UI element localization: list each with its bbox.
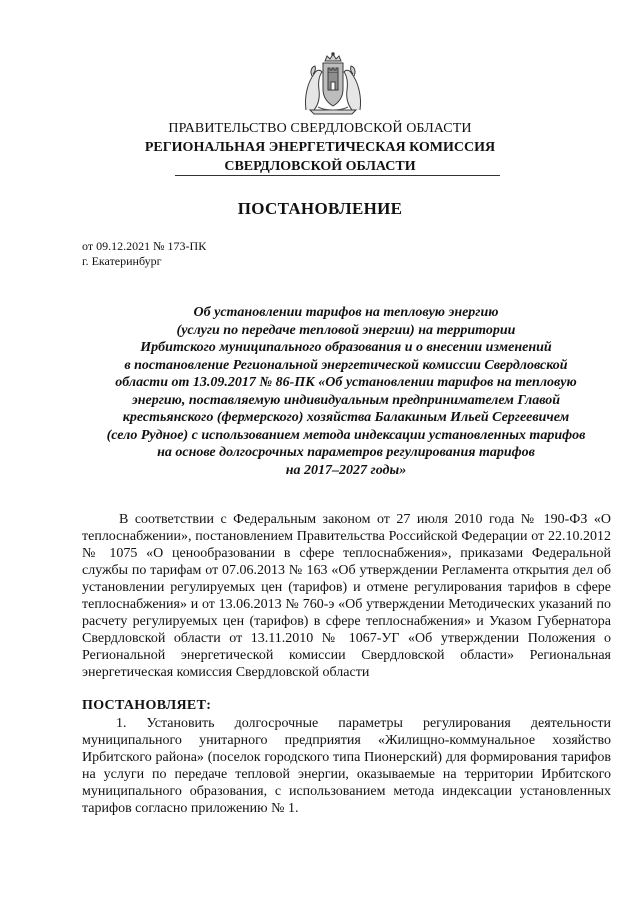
header-underline (175, 175, 500, 176)
document-title (82, 304, 610, 479)
title-line: крестьянского (фермерского) хозяйства Балакиным Ильей Сергеевичем (122, 410, 570, 425)
resolves-heading: ПОСТАНОВЛЯЕТ: (82, 698, 212, 713)
org-name-region: СВЕРДЛОВСКОЙ ОБЛАСТИ (224, 159, 416, 174)
document-date-number: от 09.12.2021 № 173-ПК (82, 239, 207, 253)
title-line: Ирбитского муниципального образования и о внесении изменений (140, 340, 552, 355)
org-name-commission: РЕГИОНАЛЬНАЯ ЭНЕРГЕТИЧЕСКАЯ КОМИССИЯ (144, 140, 496, 155)
title-line: области от 13.09.2017 № 86-ПК «Об установлении тарифов на тепловую (115, 375, 577, 390)
org-name-government: ПРАВИТЕЛЬСТВО СВЕРДЛОВСКОЙ ОБЛАСТИ (168, 121, 472, 136)
title-line: на основе долгосрочных параметров регулирования тарифов (157, 445, 535, 460)
title-line: Об установлении тарифов на тепловую энергию (193, 305, 499, 320)
document-city: г. Екатеринбург (82, 254, 162, 268)
title-line: энергию, поставляемую индивидуальным предпринимателем Главой (131, 392, 561, 408)
title-line: (услуги по передаче тепловой энергии) на территории (176, 322, 516, 338)
clause-1-paragraph: 1. Установить долгосрочные параметры регулирования деятельности муниципального унитарного предприятия «Жилищно-коммунальное хозяйство Ирбитского района» (поселок городского типа Пионерский) для формирования тарифов на услуги по передаче тепловой энергии, оказываемые на территории Ирбитского муниципального образования, с использованием метода индексации установленных тарифов согласно приложению № 1. (82, 716, 611, 816)
preamble-paragraph: В соответствии с Федеральным законом от 27 июля 2010 года № 190-ФЗ «О теплоснабжении», постановлением Правительства Российской Федерации от 22.10.2012 № 1075 «О ценообразовании в сфере теплоснабжения», приказами Федеральной службы по тарифам от 07.06.2013 № 163 «Об утверждении Регламента открытия дел об установлении регулируемых цен (тарифов) и отмене регулирования тарифов в сфере теплоснабжения» и от 13.06.2013 № 760-э «Об утверждении Методических указаний по расчету регулируемых цен (тарифов) в сфере теплоснабжения» и Указом Губернатора Свердловской области от 13.11.2010 № 1067-УГ «Об утверждении Положения о Региональной энергетической комиссии Свердловской области» Региональная энергетическая комиссия Свердловской области (82, 512, 611, 680)
title-line: на 2017–2027 годы» (285, 462, 407, 478)
sverdlovsk-coat-of-arms-icon (300, 52, 366, 116)
title-line: в постановление Региональной энергетической комиссии Свердловской (124, 357, 568, 373)
document-type-heading: ПОСТАНОВЛЕНИЕ (237, 199, 403, 218)
title-line: (село Рудное) с использованием метода индексации установленных тарифов (106, 427, 586, 443)
